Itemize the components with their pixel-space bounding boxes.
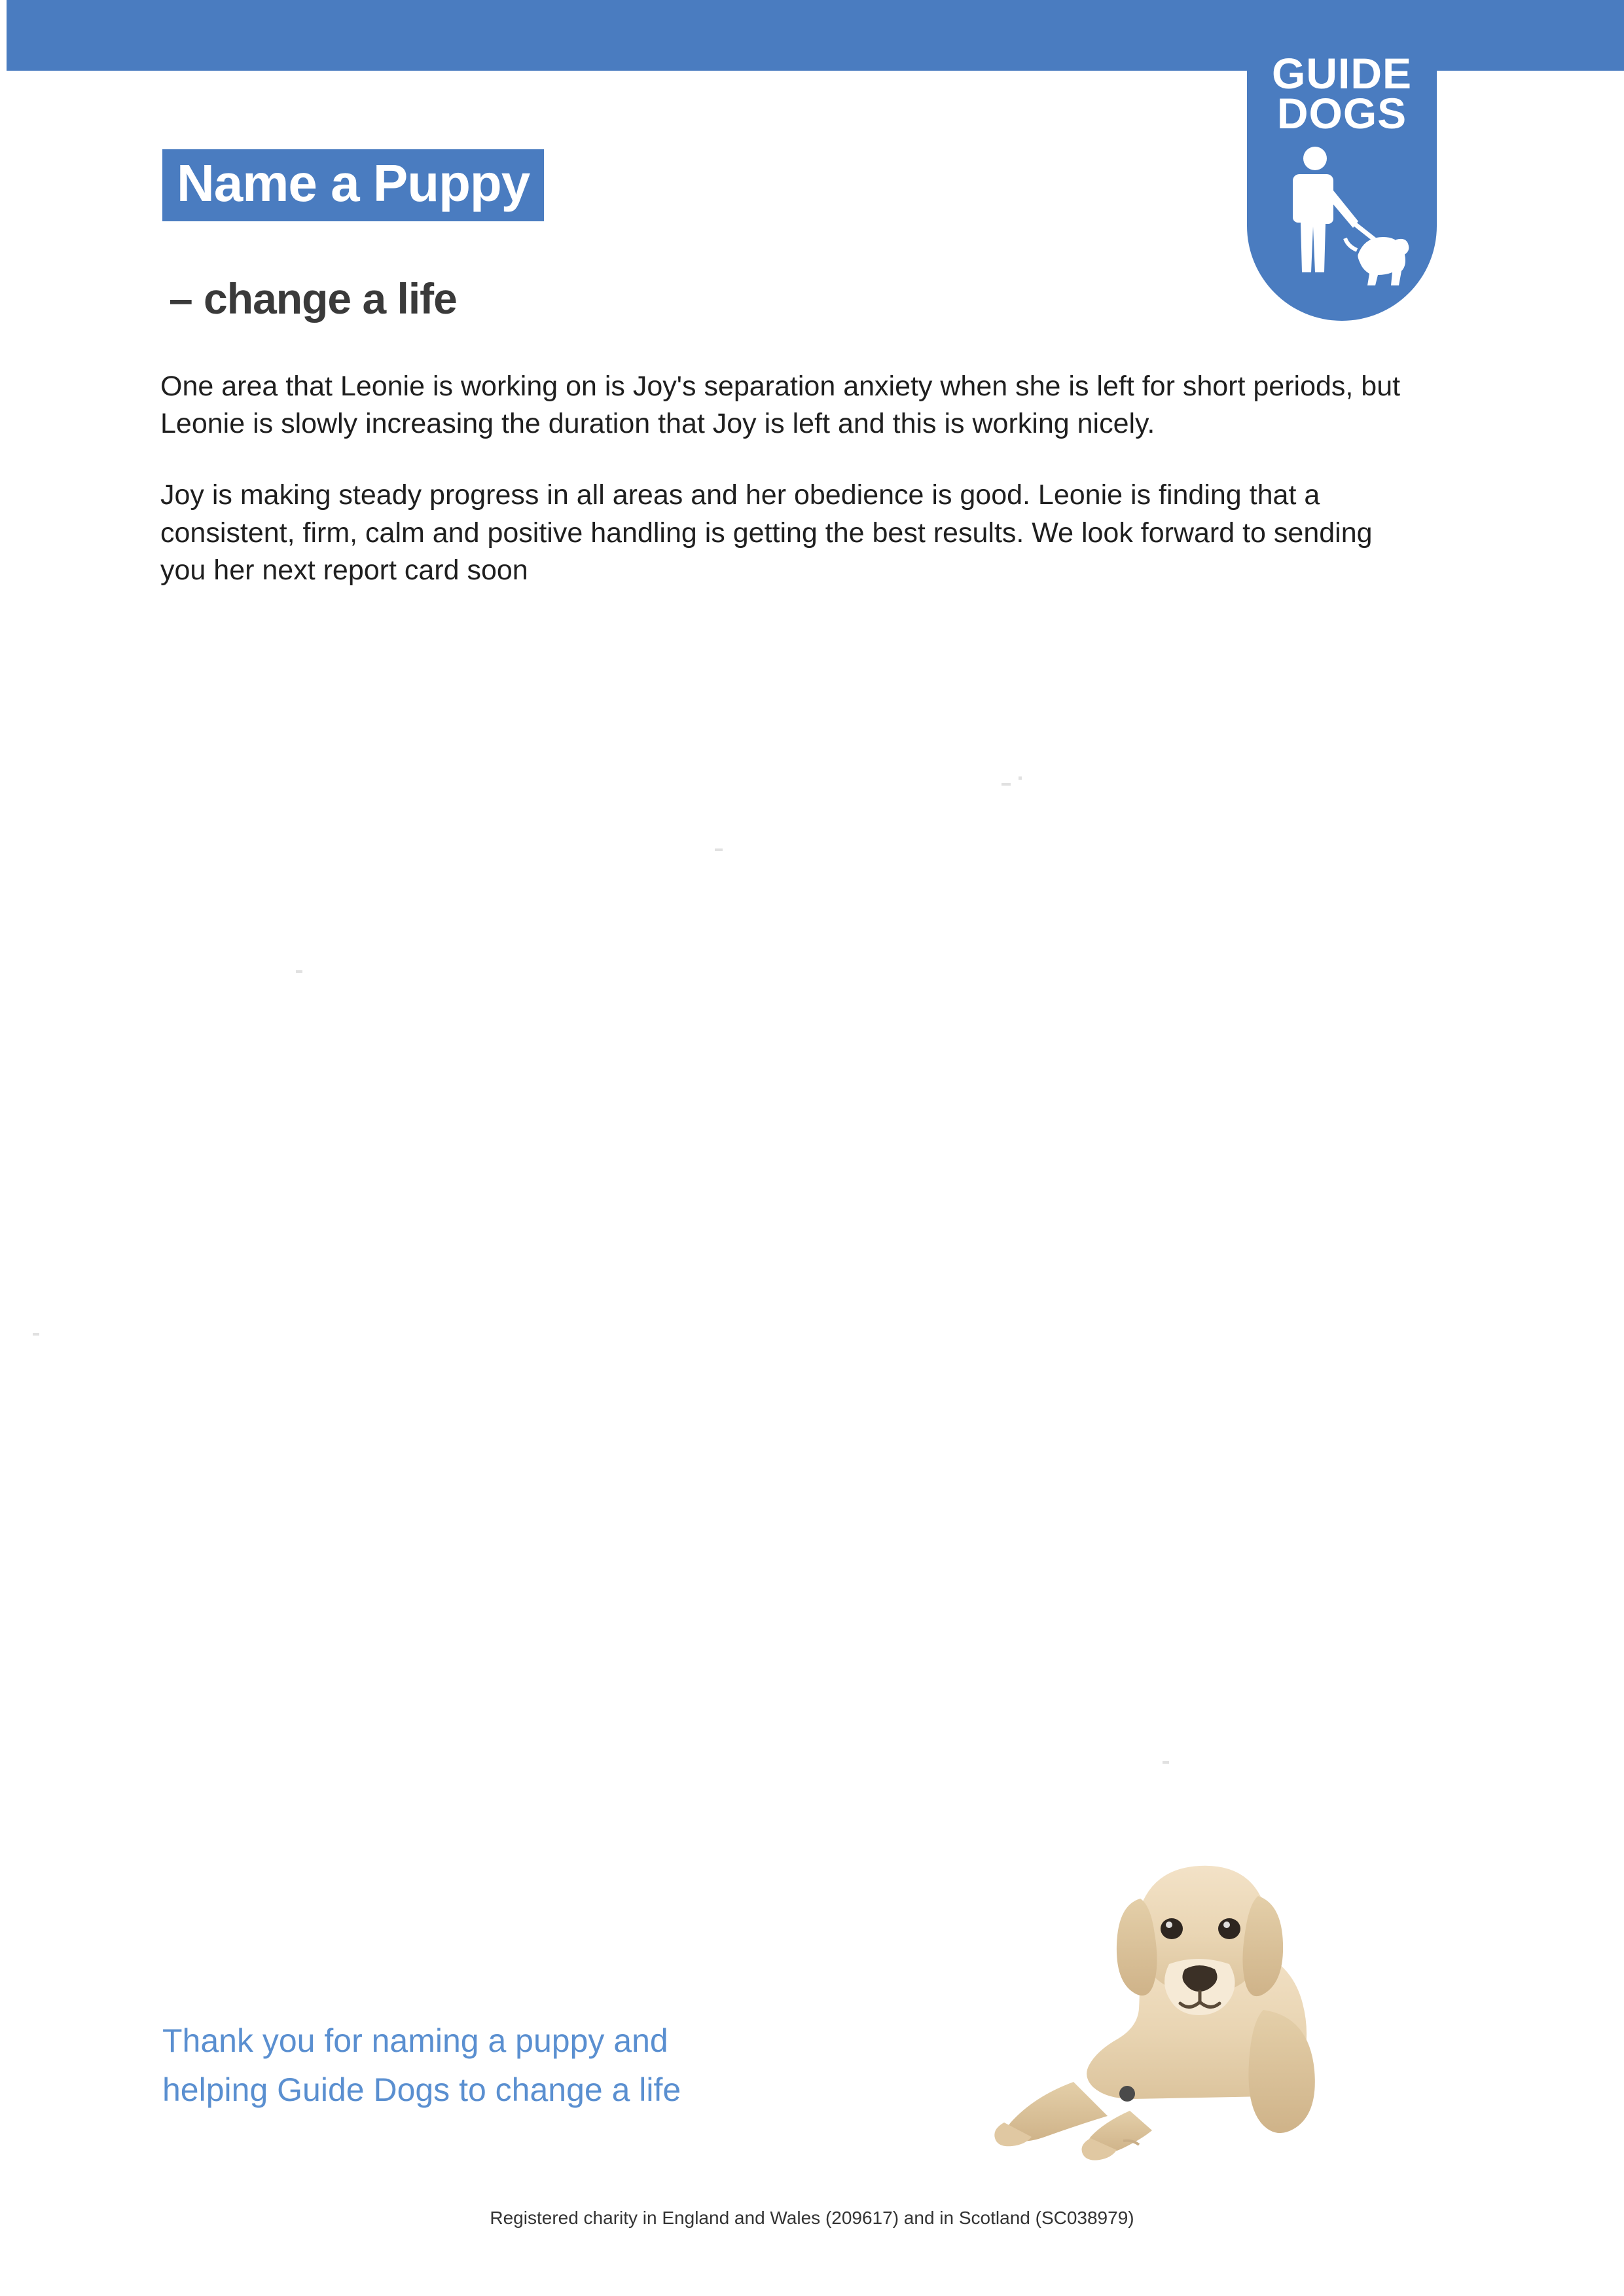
guide-dogs-logo [1247, 39, 1437, 334]
yellow-labrador-puppy-photo [975, 1800, 1388, 2167]
scan-artifact [715, 848, 723, 851]
logo-wordmark [1247, 49, 1437, 137]
charity-registration: Registered charity in England and Wales (209617) and in Scotland (SC038979) [490, 2208, 1134, 2228]
scan-artifact [1001, 783, 1011, 786]
scan-artifact [1019, 776, 1022, 780]
logo-wordmark-line1: GUIDE [1271, 49, 1413, 98]
letter-body [160, 368, 1407, 623]
scan-artifact [296, 970, 302, 973]
thank-you-message [162, 2016, 948, 2115]
body-paragraph-2: Joy is making steady progress in all areas and her obedience is good. Leonie is finding that a consistent, firm, calm and positive handling is getting the best results. We look forward to sending you her next report card soon [160, 479, 1373, 586]
thank-you-line-1: Thank you for naming a puppy and [162, 2022, 668, 2059]
page-subtitle: – change a life [169, 274, 457, 323]
scan-artifact [1163, 1761, 1169, 1764]
scan-artifact [33, 1333, 39, 1336]
logo-wordmark-line2: DOGS [1276, 88, 1407, 137]
guide-dog-and-handler-icon [1274, 144, 1409, 308]
body-paragraph-1: One area that Leonie is working on is Joy's separation anxiety when she is left for short periods, but Leonie is slowly increasing the duration that Joy is left and this is working nicely. [160, 371, 1401, 440]
page-left-margin [0, 0, 7, 2296]
thank-you-line-2: helping Guide Dogs to change a life [162, 2071, 681, 2108]
page-title [162, 149, 544, 221]
page-title-main: Name a Puppy [162, 149, 544, 221]
